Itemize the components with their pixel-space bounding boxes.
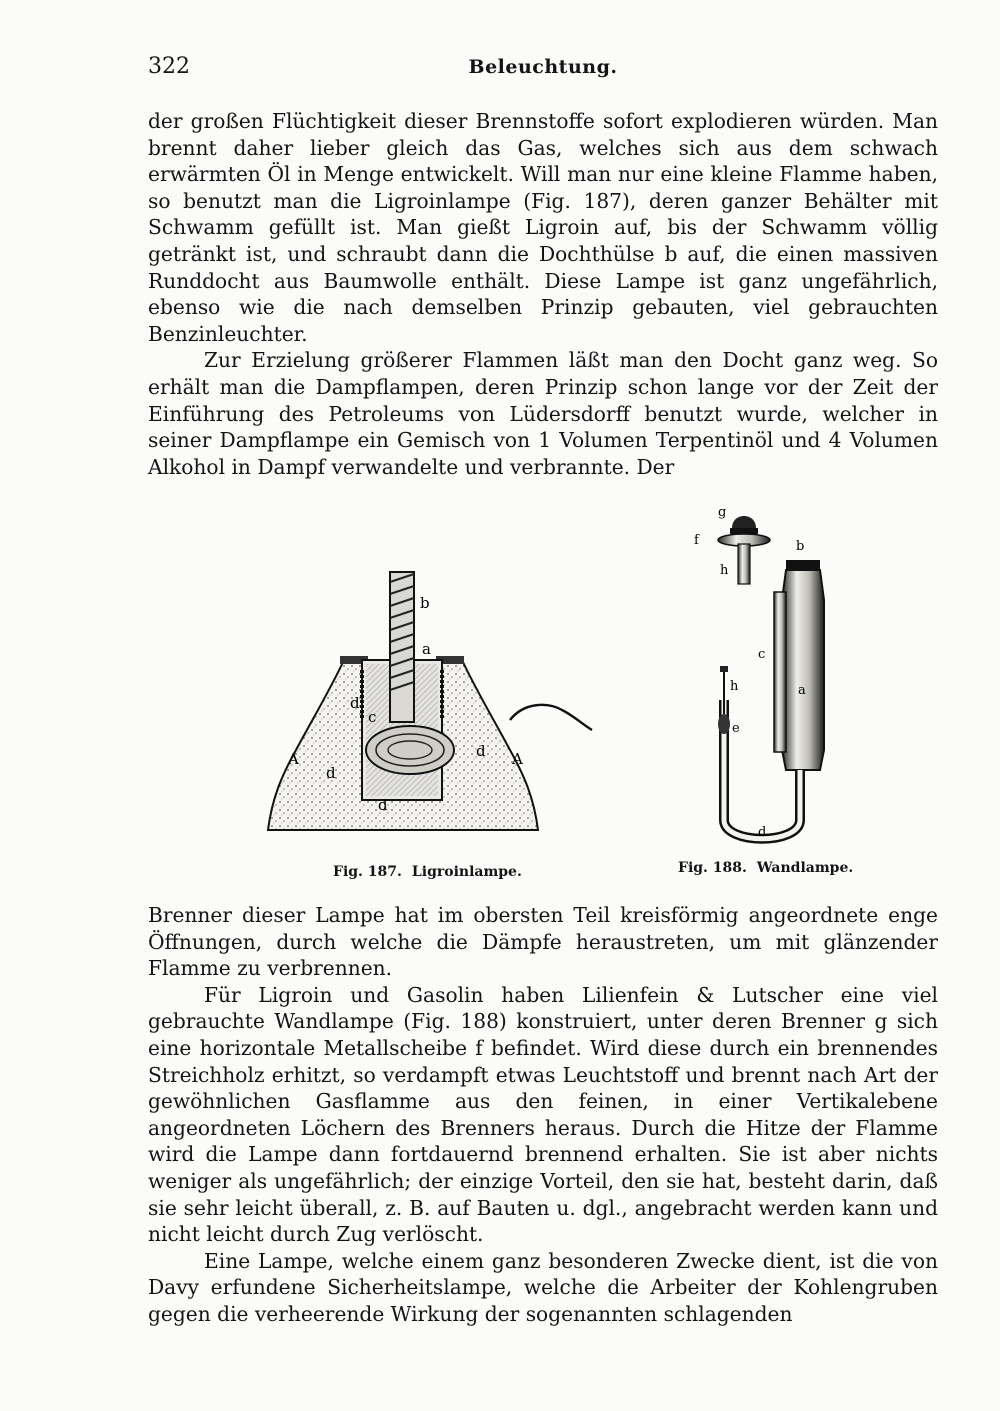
label-A: A [288,750,299,768]
label-c: c [758,647,766,662]
body-text-top [148,108,938,480]
label-d: d [758,825,767,840]
body-text-bottom [148,902,938,1328]
label-g: g [718,505,727,520]
paragraph: Für Ligroin und Gasolin haben Lilienfein & Lutscher eine viel gebrauchte Wandlampe (Fig. 188) konstruiert, unter deren Brenner g sich eine horizontale Metallscheibe f befindet. Wird diese durch ein brennendes Streichholz erhitzt, so verdampft etwas Leuchtstoff und brennt nach Art der gewöhnlichen Gasflamme aus den feinen, in einer Vertikalebene angeordneten Löchern des Brenners heraus. Durch die Hitze der Flamme wird die Lampe dann fortdauernd brennend erhalten. Sie ist aber nichts weniger als ungefährlich; der einzige Vorteil, den sie hat, besteht darin, daß sie sehr leicht überall, z. B. auf Bauten u. dgl., angebracht werden kann und nicht leicht durch Zug verlöscht. [148,982,938,1247]
paragraph: Zur Erzielung größerer Flammen läßt man den Docht ganz weg. So erhält man die Dampflampen, deren Prinzip schon lange vor der Zeit der Einführung des Petroleums von Lüdersdorff benutzt wurde, welcher in seiner Dampflampe ein Gemisch von 1 Volumen Terpentinöl und 4 Volumen Alkohol in Dampf verwandelte und verbrannte. Der [148,348,938,479]
figure-188-wall-lamp [690,500,860,850]
label-A: A [512,750,523,768]
caption-title: Wandlampe. [756,860,854,876]
label-f: f [694,533,699,548]
caption-number: Fig. 188. [678,860,747,876]
figure-187-ligroin-lamp [262,560,602,850]
label-a: a [422,640,431,658]
running-title: Beleuchtung. [468,56,618,78]
wall-lamp-illustration [690,500,860,850]
ligroin-lamp-illustration [262,560,602,850]
label-d: d [350,694,360,712]
caption-fig-188 [678,860,853,876]
label-b: b [796,539,805,554]
paragraph: der großen Flüchtigkeit dieser Brennstoffe sofort explodieren würden. Man brennt daher lieber gleich das Gas, welches sich aus dem schwach erwärmten Öl in Menge entwickelt. Will man nur eine kleine Flamme haben, so benutzt man die Ligroinlampe (Fig. 187), deren ganzer Behälter mit Schwamm gefüllt ist. Man gießt Ligroin auf, bis der Schwamm völlig getränkt ist, und schraubt dann die Dochthülse b auf, die einen massiven Runddocht aus Baumwolle enthält. Diese Lampe ist ganz ungefährlich, ebenso wie die nach demselben Prinzip gebauten, viel gebrauchten Benzinleuchter. [148,109,938,346]
page-number: 322 [148,54,190,79]
label-b: b [420,594,430,612]
label-e: e [732,721,740,736]
caption-fig-187 [333,864,522,880]
paragraph: Eine Lampe, welche einem ganz besonderen Zwecke dient, ist die von Davy erfundene Sicherheitslampe, welche die Arbeiter der Kohlengruben gegen die verheerende Wirkung der sogenannten schlagenden [148,1248,938,1326]
caption-number: Fig. 187. [333,864,402,880]
label-c: c [368,708,377,726]
label-d: d [326,764,336,782]
running-head [148,54,938,84]
label-h: h [720,563,729,578]
label-d: d [476,742,486,760]
label-a: a [798,683,806,698]
label-h: h [730,679,739,694]
paragraph: Brenner dieser Lampe hat im obersten Teil kreisförmig angeordnete enge Öffnungen, durch welche die Dämpfe heraustreten, um mit glänzender Flamme zu verbrennen. [148,903,938,981]
label-d: d [378,796,388,814]
caption-title: Ligroinlampe. [411,864,522,880]
